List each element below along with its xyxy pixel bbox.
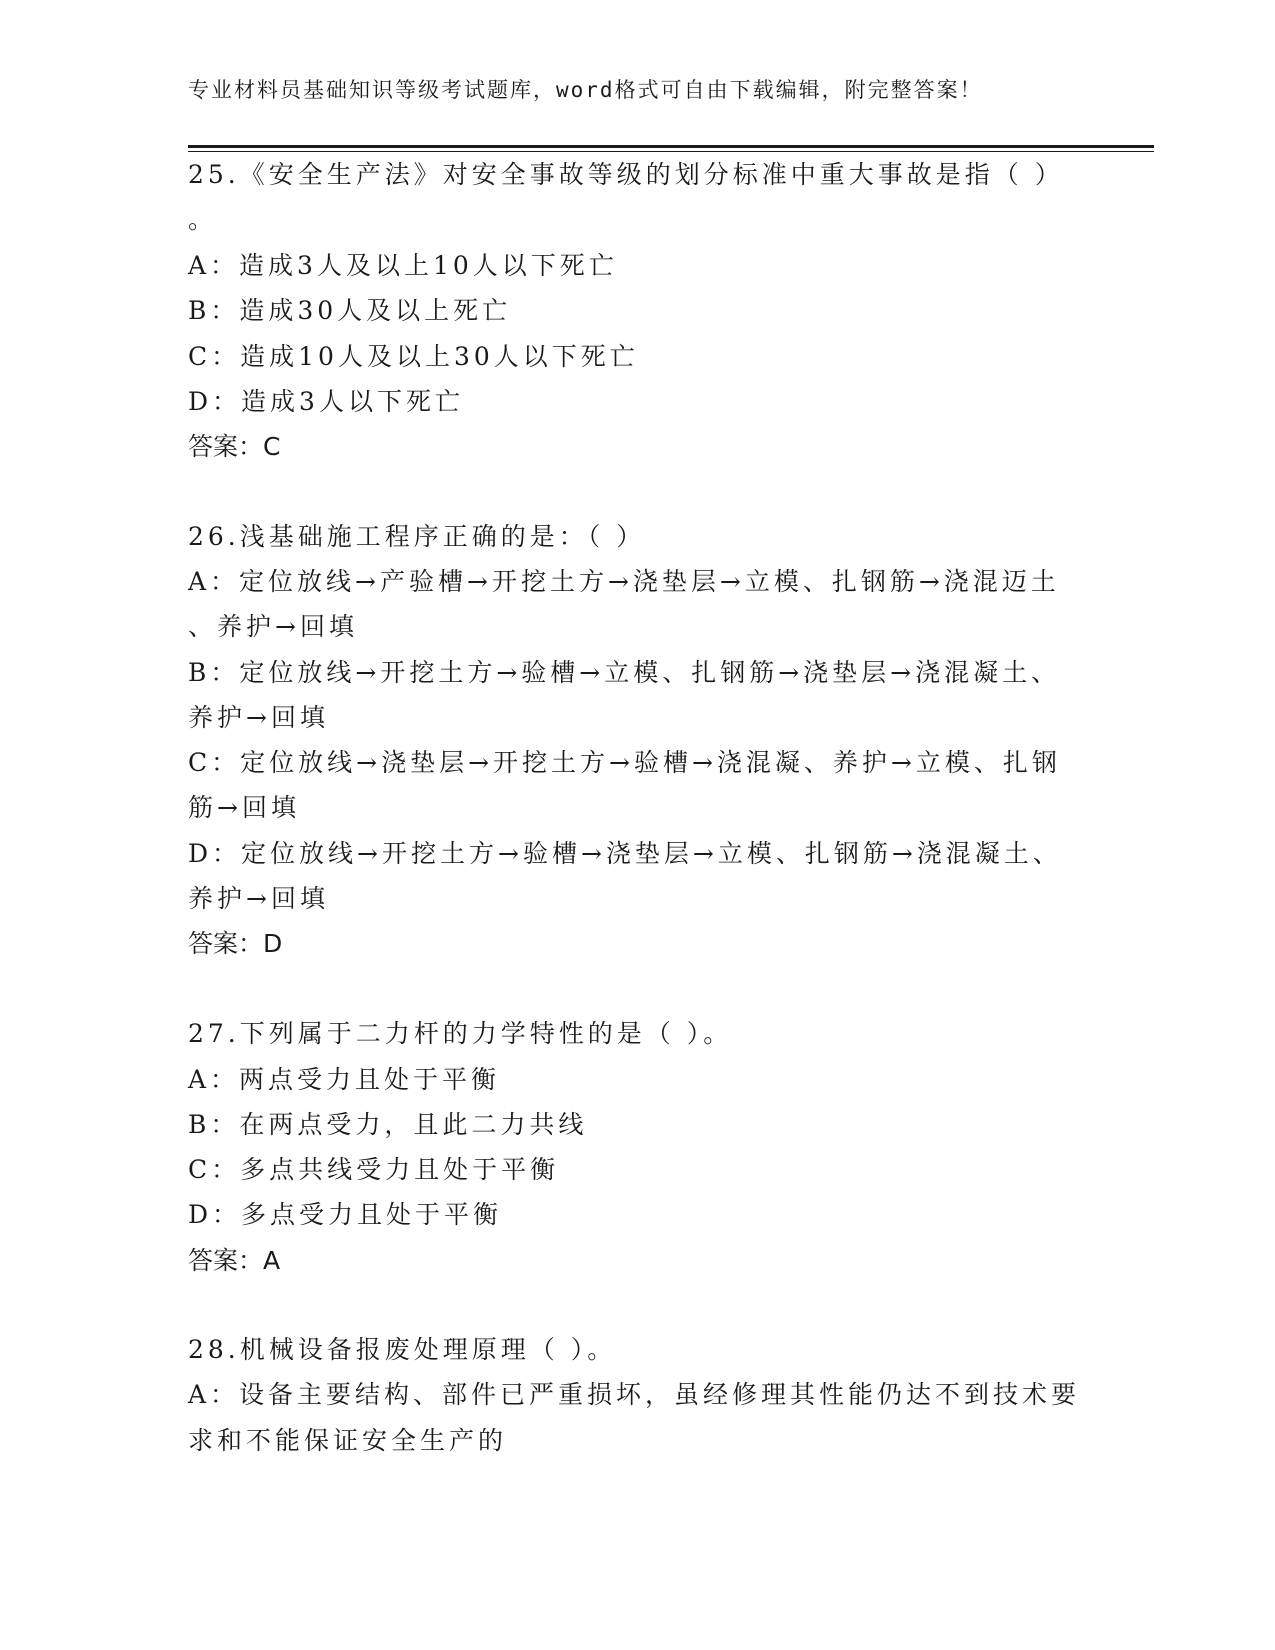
header-rule-thick — [188, 145, 1154, 148]
question-25-option-a: A：造成3人及以上10人以下死亡 — [188, 251, 618, 280]
page-header: 专业材料员基础知识等级考试题库，word格式可自由下载编辑，附完整答案！ — [188, 78, 983, 102]
question-28-option-a: A：设备主要结构、部件已严重损坏，虽经修理其性能仍达不到技术要 — [188, 1380, 1081, 1409]
question-26-option-a: A：定位放线→产验槽→开挖土方→浇垫层→立模、扎钢筋→浇混迈土 — [188, 567, 1060, 596]
question-27-option-b: B：在两点受力，且此二力共线 — [188, 1110, 588, 1139]
question-26-option-b: B：定位放线→开挖土方→验槽→立模、扎钢筋→浇垫层→浇混凝土、 — [188, 658, 1061, 687]
question-28-stem: 28.机械设备报废处理原理（ ）。 — [188, 1335, 617, 1364]
question-26-option-d-cont: 养护→回填 — [188, 884, 329, 913]
question-27-stem: 27.下列属于二力杆的力学特性的是（ ）。 — [188, 1019, 733, 1048]
question-25-answer: 答案：C — [188, 432, 281, 461]
question-26-answer: 答案：D — [188, 929, 283, 958]
question-26-option-c-cont: 筋→回填 — [188, 793, 300, 822]
question-27-answer: 答案：A — [188, 1246, 281, 1275]
question-25-option-c: C：造成10人及以上30人以下死亡 — [188, 342, 639, 371]
question-27-option-d: D：多点受力且处于平衡 — [188, 1200, 503, 1229]
question-27-option-a: A：两点受力且处于平衡 — [188, 1065, 501, 1094]
question-25-stem-cont: 。 — [188, 205, 218, 234]
question-26-stem: 26.浅基础施工程序正确的是：（ ） — [188, 522, 646, 551]
question-27-option-c: C：多点共线受力且处于平衡 — [188, 1155, 560, 1184]
question-25-option-d: D：造成3人以下死亡 — [188, 387, 464, 416]
question-26-option-b-cont: 养护→回填 — [188, 703, 329, 732]
question-25-option-b: B：造成30人及以上死亡 — [188, 296, 512, 325]
question-25-stem: 25.《安全生产法》对安全事故等级的划分标准中重大事故是指（ ） — [188, 160, 1064, 189]
header-rule-thin — [188, 151, 1154, 152]
question-26-option-a-cont: 、养护→回填 — [188, 612, 358, 641]
question-26-option-c: C：定位放线→浇垫层→开挖土方→验槽→浇混凝、养护→立模、扎钢 — [188, 748, 1061, 777]
question-28-option-a-cont: 求和不能保证安全生产的 — [188, 1426, 508, 1455]
question-26-option-d: D：定位放线→开挖土方→验槽→浇垫层→立模、扎钢筋→浇混凝土、 — [188, 839, 1062, 868]
